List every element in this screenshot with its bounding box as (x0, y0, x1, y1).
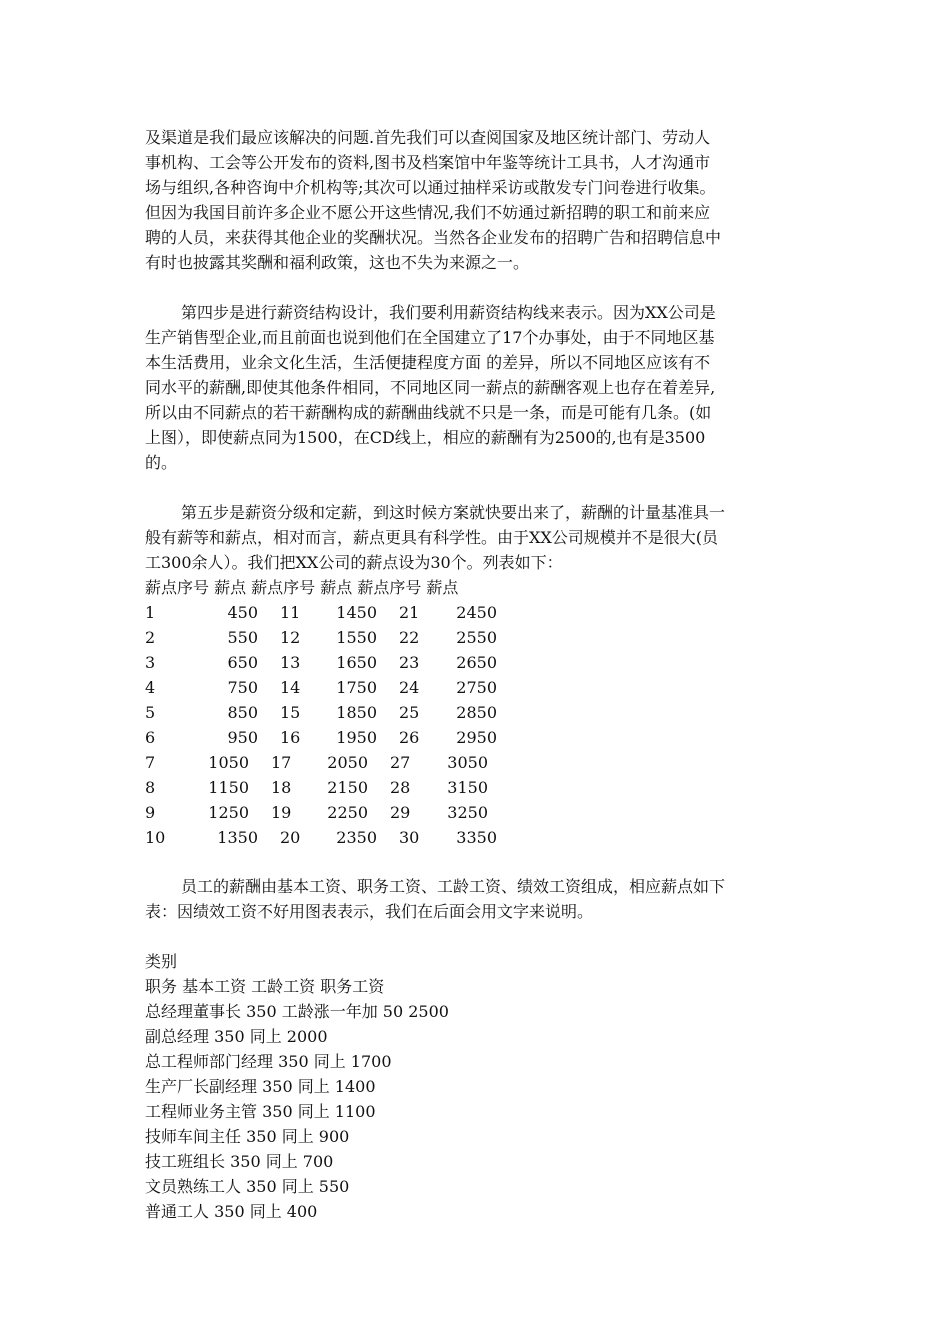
text-line: 场与组织,各种咨询中介机构等;其次可以通过抽样采访或散发专门问卷进行收集。 (145, 178, 716, 197)
text-line: 但因为我国目前许多企业不愿公开这些情况,我们不妨通过新招聘的职工和前来应 (145, 203, 711, 222)
text-line: 所以由不同薪点的若干薪酬构成的薪酬曲线就不只是一条，而是可能有几条。(如 (145, 403, 712, 422)
table-cell: 2250 (327, 803, 368, 822)
text-line: 及渠道是我们最应该解决的问题.首先我们可以查阅国家及地区统计部门、劳动人 (145, 128, 711, 147)
table-cell: 6 (145, 728, 156, 747)
table-cell: 2450 (456, 603, 497, 622)
text-line: 事机构、工会等公开发布的资料,图书及档案馆中年鉴等统计工具书，人才沟通市 (145, 153, 711, 172)
table-header: 职务 基本工资 工龄工资 职务工资 (145, 977, 385, 996)
text-line: 本生活费用，业余文化生活，生活便捷程度方面 的差异，所以不同地区应该有不 (145, 353, 711, 372)
table-cell: 950 (227, 728, 258, 747)
table-cell: 10 (145, 828, 166, 847)
table-cell: 1 (145, 603, 156, 622)
table-cell: 2950 (456, 728, 497, 747)
text-line: 上图），即使薪点同为1500，在CD线上，相应的薪酬有为2500的,也有是3500 (145, 428, 706, 447)
table-row: 工程师业务主管 350 同上 1100 (145, 1102, 376, 1121)
table-cell: 1850 (336, 703, 377, 722)
text-line: 聘的人员，来获得其他企业的奖酬状况。当然各企业发布的招聘广告和招聘信息中 (145, 228, 722, 247)
table-cell: 20 (280, 828, 301, 847)
table-cell: 750 (227, 678, 258, 697)
table-cell: 7 (145, 753, 156, 772)
table-row: 普通工人 350 同上 400 (145, 1202, 318, 1221)
table-cell: 22 (399, 628, 420, 647)
table-cell: 3250 (447, 803, 488, 822)
table-cell: 30 (399, 828, 420, 847)
table-cell: 1550 (336, 628, 377, 647)
table-cell: 1950 (336, 728, 377, 747)
table-row: 副总经理 350 同上 2000 (145, 1027, 328, 1046)
table-cell: 2650 (456, 653, 497, 672)
table-cell: 14 (280, 678, 301, 697)
table-cell: 3 (145, 653, 156, 672)
table-cell: 25 (399, 703, 420, 722)
text-line: 员工的薪酬由基本工资、职务工资、工龄工资、绩效工资组成，相应薪点如下 (181, 877, 726, 896)
table-cell: 550 (227, 628, 258, 647)
text-line: 的。 (145, 453, 178, 472)
text-line: 有时也披露其奖酬和福利政策，这也不失为来源之一。 (145, 253, 530, 272)
table-cell: 1650 (336, 653, 377, 672)
table-cell: 18 (271, 778, 292, 797)
table-cell: 17 (271, 753, 292, 772)
table-row: 技师车间主任 350 同上 900 (145, 1127, 350, 1146)
table-cell: 5 (145, 703, 156, 722)
table-row: 文员熟练工人 350 同上 550 (145, 1177, 350, 1196)
table-cell: 26 (399, 728, 420, 747)
table-row: 生产厂长副经理 350 同上 1400 (145, 1077, 376, 1096)
table-cell: 8 (145, 778, 156, 797)
table-cell: 1450 (336, 603, 377, 622)
table-cell: 12 (280, 628, 301, 647)
table-header: 薪点序号 薪点 薪点序号 薪点 薪点序号 薪点 (145, 578, 459, 597)
table-cell: 2850 (456, 703, 497, 722)
table-cell: 1250 (208, 803, 249, 822)
table-cell: 21 (399, 603, 420, 622)
table-cell: 9 (145, 803, 156, 822)
table-cell: 11 (280, 603, 301, 622)
table-row: 技工班组长 350 同上 700 (145, 1152, 334, 1171)
table-title: 类别 (145, 952, 178, 971)
table-cell: 850 (227, 703, 258, 722)
table-cell: 3150 (447, 778, 488, 797)
table-cell: 2050 (327, 753, 368, 772)
table-row: 总经理董事长 350 工龄涨一年加 50 2500 (145, 1002, 449, 1021)
table-cell: 1750 (336, 678, 377, 697)
table-row: 总工程师部门经理 350 同上 1700 (145, 1052, 392, 1071)
table-cell: 29 (390, 803, 411, 822)
table-cell: 1150 (208, 778, 249, 797)
table-cell: 650 (227, 653, 258, 672)
text-line: 第四步是进行薪资结构设计，我们要利用薪资结构线来表示。因为XX公司是 (181, 303, 716, 322)
text-line: 第五步是薪资分级和定薪，到这时候方案就快要出来了，薪酬的计量基准具一 (181, 503, 726, 522)
table-cell: 2550 (456, 628, 497, 647)
table-cell: 2150 (327, 778, 368, 797)
table-cell: 13 (280, 653, 301, 672)
table-cell: 3050 (447, 753, 488, 772)
table-cell: 2350 (336, 828, 377, 847)
table-cell: 16 (280, 728, 301, 747)
table-cell: 2750 (456, 678, 497, 697)
text-line: 工300余人）。我们把XX公司的薪点设为30个。列表如下： (145, 553, 563, 572)
text-line: 般有薪等和薪点，相对而言，薪点更具有科学性。由于XX公司规模并不是很大(员 (145, 528, 719, 547)
table-cell: 23 (399, 653, 420, 672)
table-cell: 4 (145, 678, 156, 697)
table-cell: 2 (145, 628, 156, 647)
text-line: 生产销售型企业,而且前面也说到他们在全国建立了17个办事处，由于不同地区基 (145, 328, 715, 347)
table-cell: 15 (280, 703, 301, 722)
text-line: 同水平的薪酬,即使其他条件相同，不同地区同一薪点的薪酬客观上也存在着差异, (145, 378, 716, 397)
table-cell: 3350 (456, 828, 497, 847)
table-cell: 28 (390, 778, 411, 797)
table-cell: 27 (390, 753, 411, 772)
table-cell: 1050 (208, 753, 249, 772)
table-cell: 19 (271, 803, 292, 822)
table-cell: 1350 (217, 828, 258, 847)
table-cell: 450 (227, 603, 258, 622)
text-line: 表：因绩效工资不好用图表表示，我们在后面会用文字来说明。 (145, 902, 594, 921)
table-cell: 24 (399, 678, 420, 697)
